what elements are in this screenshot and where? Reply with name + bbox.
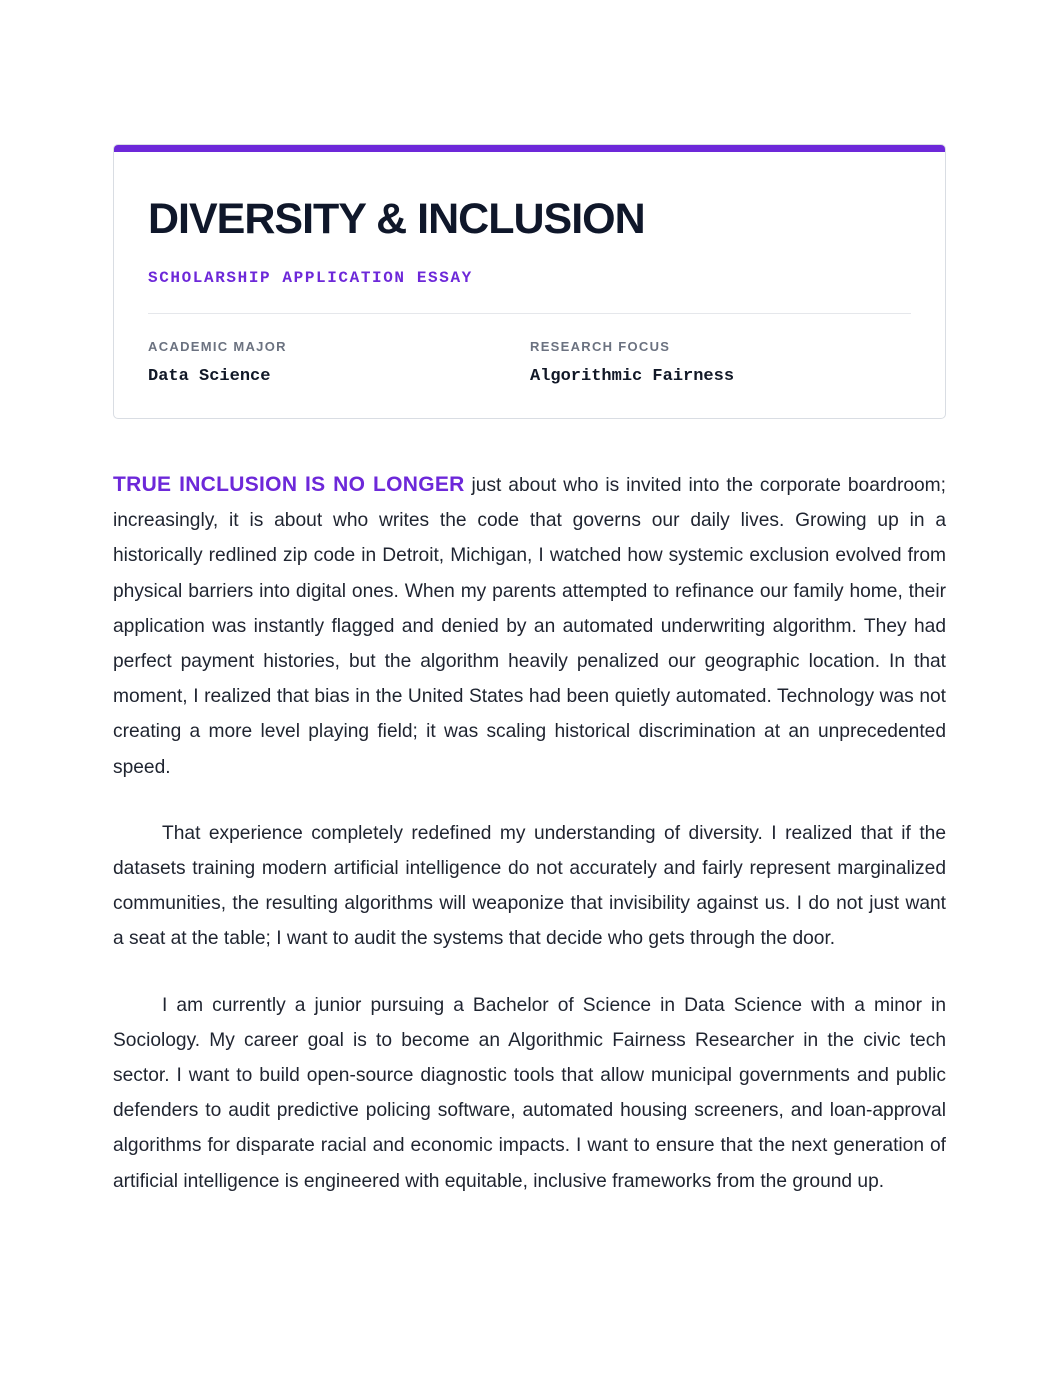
accent-bar: [114, 145, 945, 152]
header-card: [113, 144, 946, 419]
lead-in-text: TRUE INCLUSION IS NO LONGER: [113, 473, 465, 496]
academic-major-label: ACADEMIC MAJOR: [148, 339, 287, 354]
essay-body: [113, 467, 946, 1230]
paragraph-1-text: just about who is invited into the corporate boardroom; increasingly, it is about who writes the code that governs our daily lives. Growing up in a historically redlined zip code in Detroit, Michigan, I watched how systemic exclusion evolved from physical barriers into digital ones. When my parents attempted to refinance our family home, their application was instantly flagged and denied by an automated underwriting algorithm. They had perfect payment histories, but the algorithm heavily penalized our geographic location. In that moment, I realized that bias in the United States had been quietly automated. Technology was not creating a more level playing field; it was scaling historical discrimination at an unprecedented speed.: [113, 475, 946, 778]
academic-major-block: [148, 339, 287, 387]
page-subtitle: SCHOLARSHIP APPLICATION ESSAY: [148, 269, 473, 287]
essay-paragraph-3: I am currently a junior pursuing a Bachelor of Science in Data Science with a minor in Sociology. My career goal is to become an Algorithmic Fairness Researcher in the civic tech sector. I want to build open-source diagnostic tools that allow municipal governments and public defenders to audit predictive policing software, automated housing screeners, and loan-approval algorithms for disparate racial and economic impacts. I want to ensure that the next generation of artificial intelligence is engineered with equitable, inclusive frameworks from the ground up.: [113, 994, 946, 1192]
essay-paragraph-1: [113, 467, 946, 785]
research-focus-value: Algorithmic Fairness: [530, 367, 735, 386]
essay-page: [113, 144, 946, 419]
essay-paragraph-2: That experience completely redefined my understanding of diversity. I realized that if the datasets training modern artificial intelligence do not accurately and fairly represent marginalized communities, the resulting algorithms will weaponize that invisibility against us. I do not just want a seat at the table; I want to audit the systems that decide who gets through the door.: [113, 822, 946, 950]
research-focus-block: [530, 339, 734, 387]
research-focus-label: RESEARCH FOCUS: [530, 339, 671, 354]
header-divider: [148, 313, 911, 314]
academic-major-value: Data Science: [148, 367, 271, 386]
page-title: DIVERSITY & INCLUSION: [148, 195, 645, 243]
